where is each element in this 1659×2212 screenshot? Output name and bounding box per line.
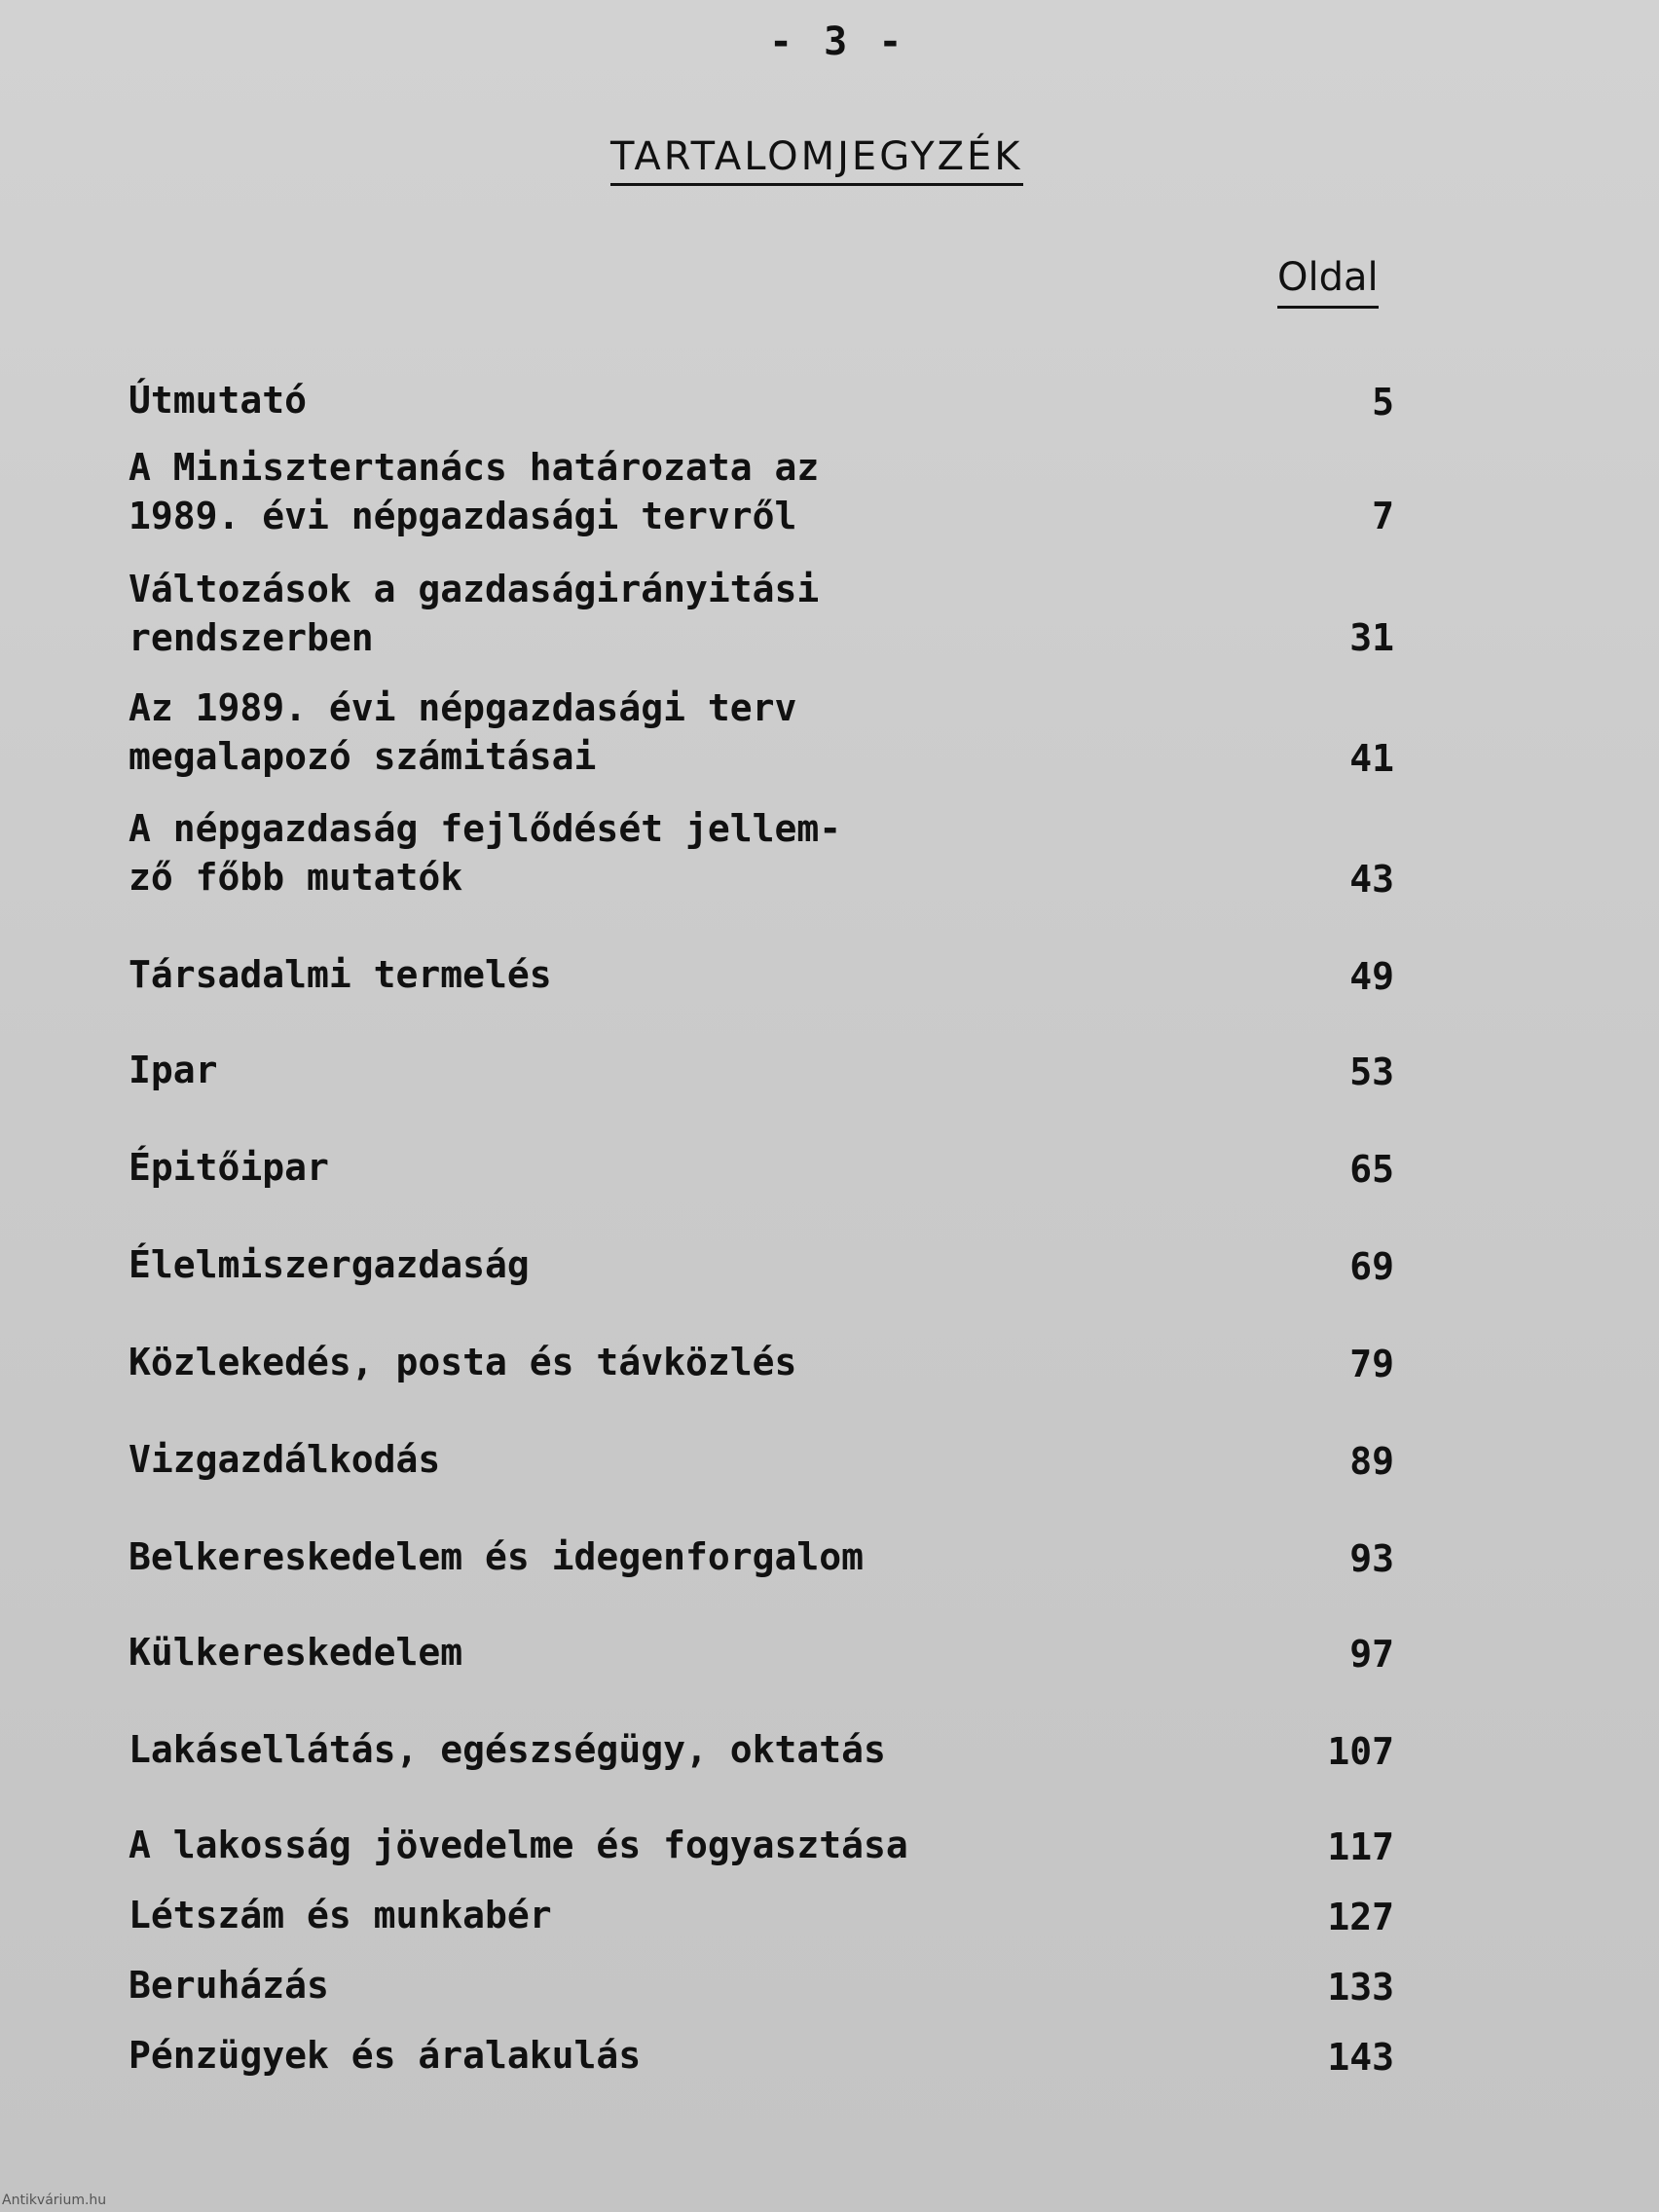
toc-title: TARTALOMJEGYZÉK [610, 134, 1023, 186]
toc-entry-page: 133 [1327, 1966, 1394, 2009]
toc-entry-page: 69 [1349, 1245, 1394, 1288]
toc-entry-page: 7 [1372, 495, 1394, 537]
toc-entry-title: Vizgazdálkodás [129, 1438, 441, 1481]
toc-entry-page: 143 [1327, 2036, 1394, 2079]
toc-entry-title: Lakásellátás, egészségügy, oktatás [129, 1728, 886, 1771]
toc-entry-title: A Minisztertanács határozata az 1989. évi népgazdasági tervről [129, 446, 820, 537]
toc-entry-title: Élelmiszergazdaság [129, 1243, 530, 1286]
toc-entry-page: 31 [1349, 616, 1394, 659]
toc-entry-title: Társadalmi termelés [129, 953, 552, 996]
toc-entry-page: 53 [1349, 1051, 1394, 1093]
toc-entry-title: Pénzügyek és áralakulás [129, 2034, 642, 2077]
toc-entry-page: 107 [1327, 1730, 1394, 1773]
toc-entry-title: Változások a gazdaságirányitási rendszerben [129, 568, 820, 659]
toc-entry-page: 65 [1349, 1148, 1394, 1191]
toc-entry-page: 89 [1349, 1440, 1394, 1483]
toc-entry-title: Ipar [129, 1049, 218, 1091]
toc-entry-page: 49 [1349, 955, 1394, 998]
toc-entry-page: 117 [1327, 1825, 1394, 1868]
toc-entry-title: A lakosság jövedelme és fogyasztása [129, 1824, 908, 1866]
toc-entry-title: Az 1989. évi népgazdasági terv megalapozó számitásai [129, 686, 797, 778]
toc-entry-title: Belkereskedelem és idegenforgalom [129, 1535, 864, 1578]
toc-entry-page: 41 [1349, 737, 1394, 780]
toc-entry-title: Beruházás [129, 1964, 329, 2007]
toc-entry-page: 127 [1327, 1896, 1394, 1938]
toc-entry-title: Külkereskedelem [129, 1631, 463, 1674]
toc-entry-page: 43 [1349, 858, 1394, 901]
toc-entry-title: Közlekedés, posta és távközlés [129, 1341, 797, 1383]
toc-entry-title: Útmutató [129, 379, 308, 422]
page-column-header: Oldal [1277, 255, 1379, 309]
toc-entry-page: 93 [1349, 1537, 1394, 1580]
toc-entry-title: A népgazdaság fejlődését jellem- ző főbb mutatók [129, 807, 842, 899]
toc-entry-page: 79 [1349, 1343, 1394, 1385]
page-number: - 3 - [769, 19, 906, 64]
toc-entry-page: 5 [1372, 381, 1394, 424]
toc-entry-page: 97 [1349, 1633, 1394, 1676]
toc-entry-title: Létszám és munkabér [129, 1894, 552, 1936]
watermark: Antikvárium.hu [2, 2193, 107, 2208]
toc-entry-title: Épitőipar [129, 1146, 329, 1189]
